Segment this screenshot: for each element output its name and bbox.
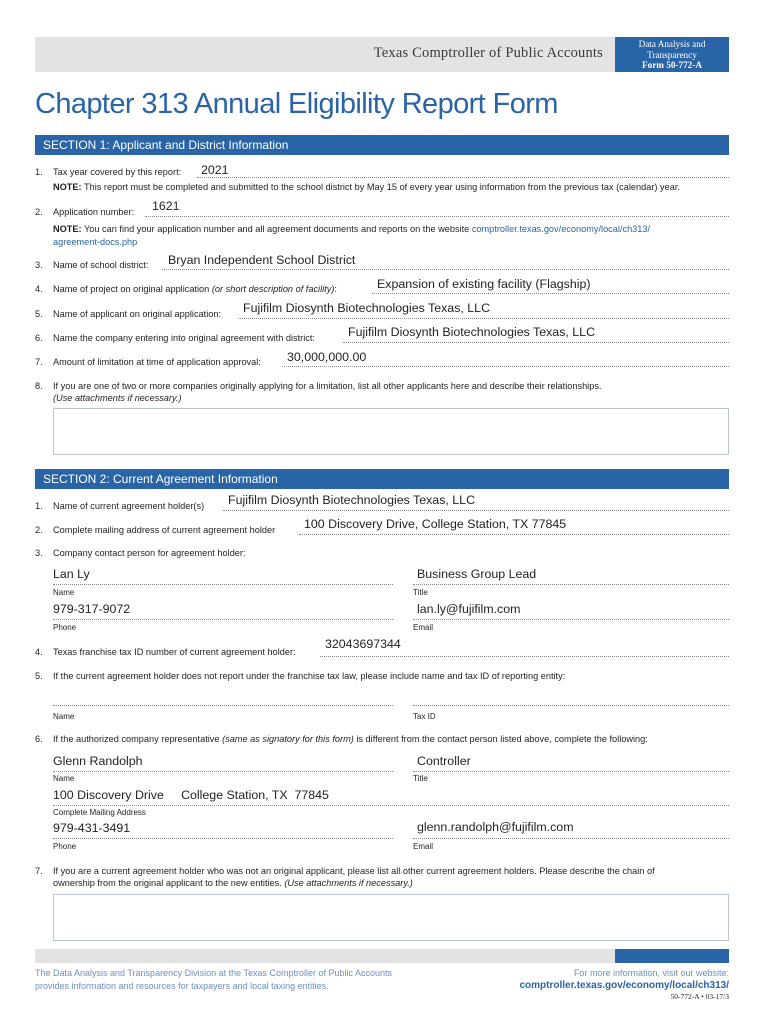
contact-email-caption: Email (413, 623, 434, 632)
contact-name-field[interactable]: Lan Ly (53, 567, 90, 581)
note-2-link-continued[interactable]: agreement-docs.php (53, 237, 138, 247)
contact-title-field[interactable]: Business Group Lead (417, 567, 537, 581)
application-number-underline (145, 216, 729, 217)
representative-name-caption: Name (53, 774, 75, 783)
contact-email-field[interactable]: lan.ly@fujifilm.com (417, 602, 521, 616)
reporting-entity-taxid-caption: Tax ID (413, 712, 436, 721)
division-line-1: Data Analysis and (638, 39, 706, 49)
s2-q7-number: 7. (35, 866, 43, 876)
s2-q3-label: Company contact person for agreement holder: (53, 548, 246, 558)
original-agreement-company-field[interactable]: Fujifilm Diosynth Biotechnologies Texas, LLC (348, 325, 596, 339)
representative-title-underline (413, 771, 729, 772)
franchise-tax-id-underline (320, 656, 729, 657)
tax-year-field[interactable]: 2021 (201, 163, 229, 177)
header-bar (35, 37, 615, 72)
note-2-link[interactable]: comptroller.texas.gov/economy/local/ch313/ (471, 224, 651, 234)
s1-q5-number: 5. (35, 309, 43, 319)
s1-q6-label: Name the company entering into original agreement with district: (53, 333, 315, 343)
division-line-2: Transparency (647, 49, 697, 60)
contact-title-underline (413, 584, 729, 585)
original-agreement-company-underline (343, 342, 729, 343)
s1-q4-number: 4. (35, 284, 43, 294)
reporting-entity-name-caption: Name (53, 712, 75, 721)
s1-q7-number: 7. (35, 357, 43, 367)
agency-name: Texas Comptroller of Public Accounts (373, 45, 603, 61)
s2-q2-number: 2. (35, 525, 43, 535)
franchise-tax-id-field[interactable]: 32043697344 (325, 637, 401, 651)
footer-description (35, 967, 405, 992)
limitation-amount-field[interactable]: 30,000,000.00 (287, 350, 367, 364)
representative-phone-field[interactable]: 979-431-3491 (53, 821, 131, 835)
representative-address-field[interactable]: 100 Discovery Drive College Station, TX 77845 (53, 788, 329, 802)
s2-q2-label: Complete mailing address of current agreement holder (53, 525, 276, 535)
agreement-holder-field[interactable]: Fujifilm Diosynth Biotechnologies Texas, LLC (228, 493, 476, 507)
application-number-field[interactable]: 1621 (152, 199, 180, 213)
original-applicant-field[interactable]: Fujifilm Diosynth Biotechnologies Texas, LLC (243, 301, 491, 315)
contact-title-caption: Title (413, 588, 428, 597)
limitation-amount-underline (282, 366, 729, 367)
footer-bar-accent (615, 949, 729, 963)
school-district-underline (162, 269, 729, 270)
original-applicant-underline (238, 318, 729, 319)
s2-q1-label: Name of current agreement holder(s) (53, 501, 205, 511)
mailing-address-underline (299, 534, 729, 535)
footer-description-line-2: provides information and resources for taxpayers and local taxing entities. (35, 980, 329, 991)
s2-q5-label: If the current agreement holder does not report under the franchise tax law, please include name and tax ID of reporting entity: (53, 671, 566, 681)
reporting-entity-name-field[interactable] (53, 705, 393, 706)
s2-q5-number: 5. (35, 671, 43, 681)
footer-website (519, 967, 729, 992)
footer-website-label: For more information, visit our website: (573, 968, 729, 978)
contact-phone-field[interactable]: 979-317-9072 (53, 602, 131, 616)
representative-title-caption: Title (413, 774, 428, 783)
s2-q4-label: Texas franchise tax ID number of current agreement holder: (53, 647, 296, 657)
representative-address-caption: Complete Mailing Address (53, 808, 146, 817)
s1-q1-number: 1. (35, 167, 43, 177)
representative-name-field[interactable]: Glenn Randolph (53, 754, 143, 768)
footer-website-link[interactable]: comptroller.texas.gov/economy/local/ch313/ (519, 979, 729, 991)
form-id-box (615, 37, 729, 72)
s1-q2-label: Application number: (53, 207, 135, 217)
s1-q8-number: 8. (35, 381, 43, 391)
form-number: Form 50-772-A (642, 60, 702, 70)
contact-phone-caption: Phone (53, 623, 77, 632)
s1-q3-number: 3. (35, 260, 43, 270)
representative-name-underline (53, 771, 393, 772)
contact-email-underline (413, 619, 729, 620)
reporting-entity-taxid-field[interactable] (413, 705, 729, 706)
s2-q7-label-line-1: If you are a current agreement holder who was not an original applicant, please list all other current agreement holders. Please describe the chain of (53, 866, 655, 876)
form-revision-code: 50-772-A • 03-17/3 (670, 992, 729, 1001)
other-applicants-textarea[interactable] (53, 408, 729, 455)
contact-phone-underline (53, 619, 393, 620)
s1-q7-label: Amount of limitation at time of application approval: (53, 357, 261, 367)
s1-q1-label: Tax year covered by this report: (53, 167, 182, 177)
representative-phone-underline (53, 838, 393, 839)
mailing-address-field[interactable]: 100 Discovery Drive, College Station, TX 77845 (304, 517, 567, 531)
s1-q8-label-note: (Use attachments if necessary.) (53, 393, 182, 403)
ownership-chain-textarea[interactable] (53, 894, 729, 941)
school-district-field[interactable]: Bryan Independent School District (168, 253, 356, 267)
s1-note-1: NOTE: This report must be completed and submitted to the school district by May 15 of every year using information from the previous tax (calendar) year. (53, 182, 680, 192)
s2-q7-label-line-2: ownership from the original applicant to the new entities. (Use attachments if necessary.) (53, 878, 413, 888)
representative-email-caption: Email (413, 842, 434, 851)
s1-q5-label: Name of applicant on original application: (53, 309, 222, 319)
representative-title-field[interactable]: Controller (417, 754, 471, 768)
contact-name-underline (53, 584, 393, 585)
project-name-underline (372, 293, 729, 294)
s2-q3-number: 3. (35, 548, 43, 558)
s1-q4-label: Name of project on original application (or short description of facility): (53, 284, 337, 294)
s2-q6-label: If the authorized company representative (same as signatory for this form) is different from the contact person listed above, complete the following: (53, 734, 648, 744)
representative-email-underline (413, 838, 729, 839)
representative-email-field[interactable]: glenn.randolph@fujifilm.com (417, 820, 574, 834)
page-title: Chapter 313 Annual Eligibility Report Form (35, 88, 558, 120)
s1-q8-label: If you are one of two or more companies originally applying for a limitation, list all other applicants here and describe their relationships. (53, 381, 602, 391)
agreement-holder-underline (223, 510, 729, 511)
section-1-heading: SECTION 1: Applicant and District Information (35, 135, 729, 155)
representative-phone-caption: Phone (53, 842, 77, 851)
s2-q4-number: 4. (35, 647, 43, 657)
s2-q6-number: 6. (35, 734, 43, 744)
s1-q3-label: Name of school district: (53, 260, 149, 270)
contact-name-caption: Name (53, 588, 75, 597)
s1-q2-number: 2. (35, 207, 43, 217)
footer-description-line-1: The Data Analysis and Transparency Division at the Texas Comptroller of Public Accounts (35, 968, 393, 978)
tax-year-underline (197, 177, 729, 178)
s2-q1-number: 1. (35, 501, 43, 511)
section-2-heading: SECTION 2: Current Agreement Information (35, 469, 729, 489)
footer-bar (35, 949, 729, 963)
s1-q6-number: 6. (35, 333, 43, 343)
s1-note-2: NOTE: You can find your application number and all agreement documents and reports on the website comptroller.texas.gov/economy/local/ch313/ (53, 224, 651, 234)
representative-address-underline (53, 805, 729, 806)
project-name-field[interactable]: Expansion of existing facility (Flagship) (377, 277, 591, 291)
